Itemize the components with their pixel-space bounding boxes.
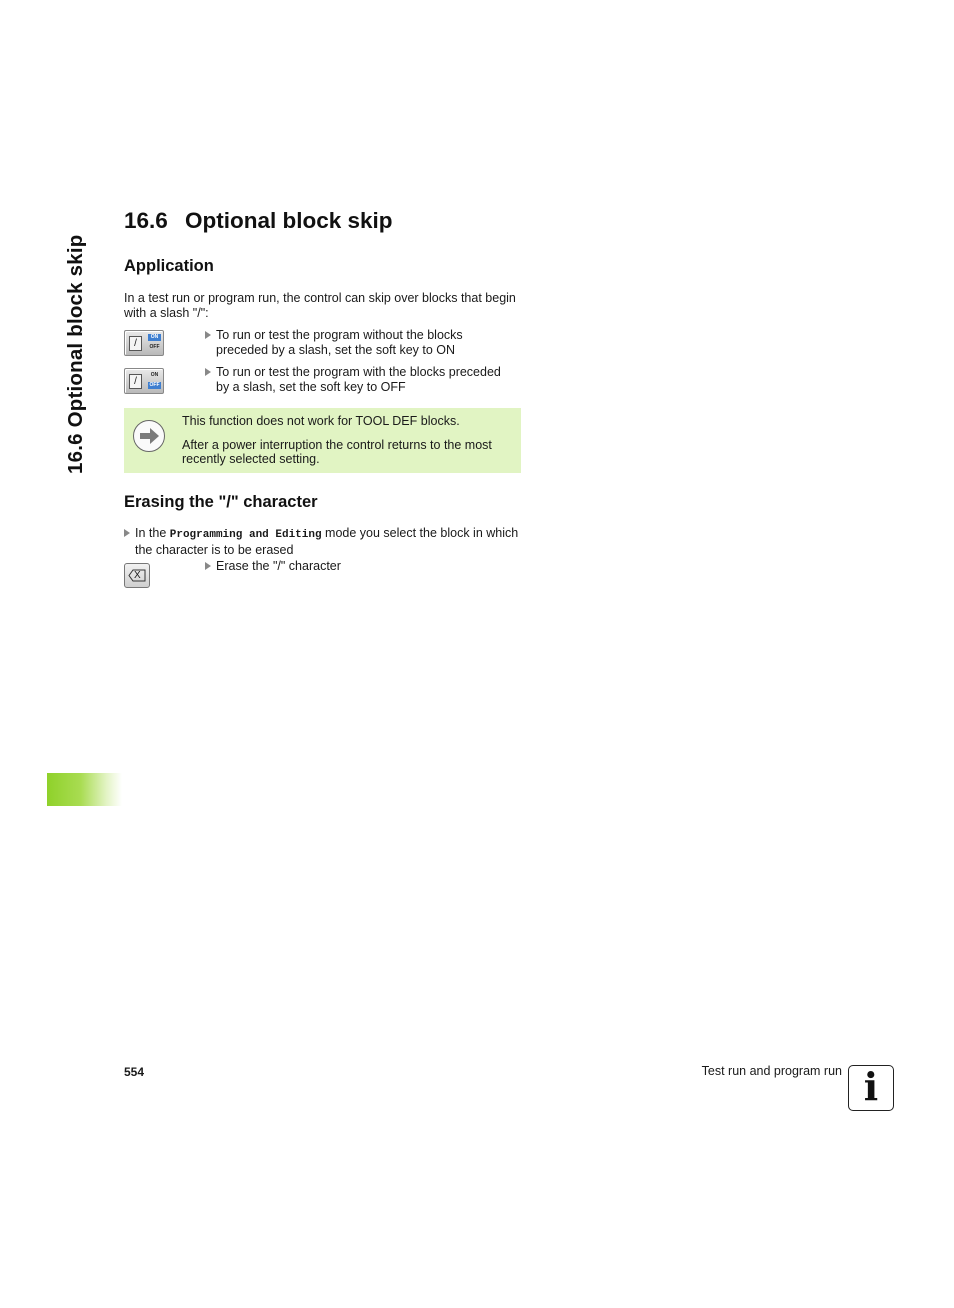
info-glyph: i	[863, 1064, 879, 1109]
list-item-line: preceded by a slash, set the soft key to ON	[216, 342, 456, 357]
arrow-right-icon	[133, 420, 165, 452]
application-intro	[124, 291, 524, 320]
intro-line: with a slash "/":	[124, 305, 209, 320]
note-line: After a power interruption the control returns to the most	[182, 437, 492, 452]
on-indicator: ON	[148, 334, 161, 341]
note-line: recently selected setting.	[182, 452, 320, 466]
off-indicator: OFF	[149, 344, 160, 350]
arrow-bullet-icon	[205, 562, 211, 570]
note-text	[182, 414, 518, 467]
application-heading: Application	[124, 257, 214, 275]
note-box	[124, 408, 521, 473]
page-number: 554	[124, 1065, 145, 1079]
step-text: In the	[135, 526, 170, 540]
arrow-bullet-icon	[205, 368, 211, 376]
section-title: Optional block skip	[185, 208, 393, 233]
arrow-bullet-icon	[205, 331, 211, 339]
intro-line: In a test run or program run, the control can skip over blocks that begin	[124, 291, 516, 305]
list-item-line: To run or test the program without the blocks	[216, 328, 463, 342]
block-skip-off-soft-key[interactable]	[124, 368, 164, 394]
on-indicator: ON	[150, 372, 159, 378]
list-item	[205, 365, 536, 394]
chapter-tab-marker	[47, 773, 122, 806]
step-text: mode you select the block in which	[321, 526, 519, 540]
erase-key[interactable]	[124, 563, 150, 588]
off-indicator: OFF	[149, 382, 160, 388]
list-item-line: To run or test the program with the blocks preceded	[216, 365, 501, 379]
mode-name: Programming and Editing	[169, 529, 322, 541]
list-item-line: by a slash, set the soft key to OFF	[216, 379, 406, 394]
section-number: 16.6	[124, 208, 168, 233]
block-skip-on-soft-key[interactable]	[124, 330, 164, 356]
arrow-bullet-icon	[124, 529, 130, 537]
erasing-heading: Erasing the "/" character	[124, 493, 318, 511]
section-heading	[124, 208, 393, 234]
list-item-line: Erase the "/" character	[216, 559, 341, 573]
slash-icon: /	[129, 336, 142, 351]
note-line: This function does not work for TOOL DEF blocks.	[182, 414, 460, 428]
side-chapter-title: 16.6 Optional block skip	[64, 234, 87, 474]
list-item-line: the character is to be erased	[135, 542, 294, 557]
footer-chapter-title: Test run and program run	[701, 1064, 842, 1078]
list-item	[124, 526, 535, 557]
erase-key-label: X	[134, 570, 141, 581]
slash-icon: /	[129, 374, 142, 389]
list-item	[205, 328, 536, 357]
info-icon	[848, 1065, 894, 1111]
list-item	[205, 559, 536, 574]
list-item-line	[135, 526, 535, 543]
